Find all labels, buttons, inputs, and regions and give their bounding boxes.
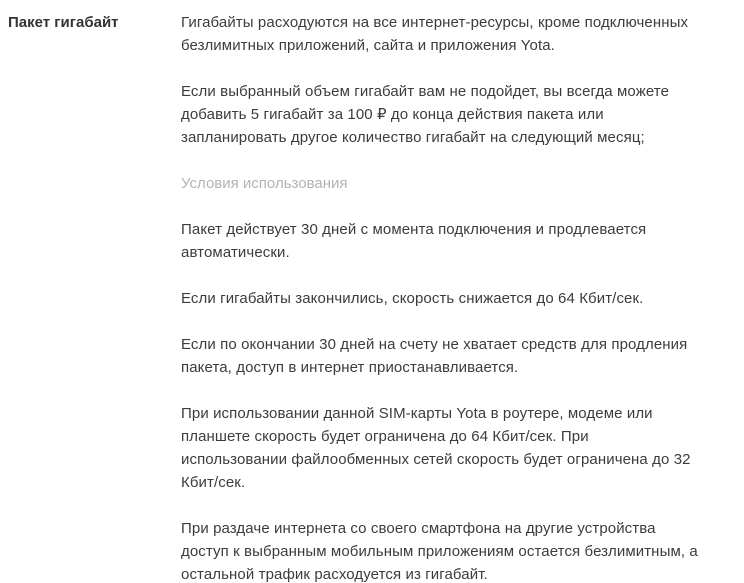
intro-paragraph: Если выбранный объем гигабайт вам не подойдет, вы всегда можете добавить 5 гигабайт за 100 ₽ до конца действия пакета или запланировать другое количество гигабайт на следующий месяц;: [181, 83, 670, 146]
intro-paragraph: Гигабайты расходуются на все интернет-ресурсы, кроме подключенных безлимитных приложений, сайта и приложения Yota.: [181, 14, 689, 54]
definition-column: [181, 11, 699, 583]
usage-terms-paragraph: При раздаче интернета со своего смартфона на другие устройства доступ к выбранным мобильным приложениям остается безлимитным, а остальной трафик расходуется из гигабайт.: [181, 520, 698, 583]
term-column: [0, 11, 181, 583]
usage-terms-paragraph: Пакет действует 30 дней с момента подключения и продлевается автоматически.: [181, 221, 647, 261]
usage-terms-paragraph: Если по окончании 30 дней на счету не хватает средств для продления пакета, доступ в интернет приостанавливается.: [181, 336, 688, 376]
usage-terms-subheading: Условия использования: [181, 175, 348, 192]
term-title: Пакет гигабайт: [8, 14, 119, 31]
usage-terms-paragraph: Если гигабайты закончились, скорость снижается до 64 Кбит/сек.: [181, 290, 644, 307]
usage-terms-paragraph: При использовании данной SIM-карты Yota в роутере, модеме или планшете скорость будет ограничена до 64 Кбит/сек. При использовании файлообменных сетей скорость будет ограничена до 32 Кбит/сек.: [181, 405, 691, 491]
